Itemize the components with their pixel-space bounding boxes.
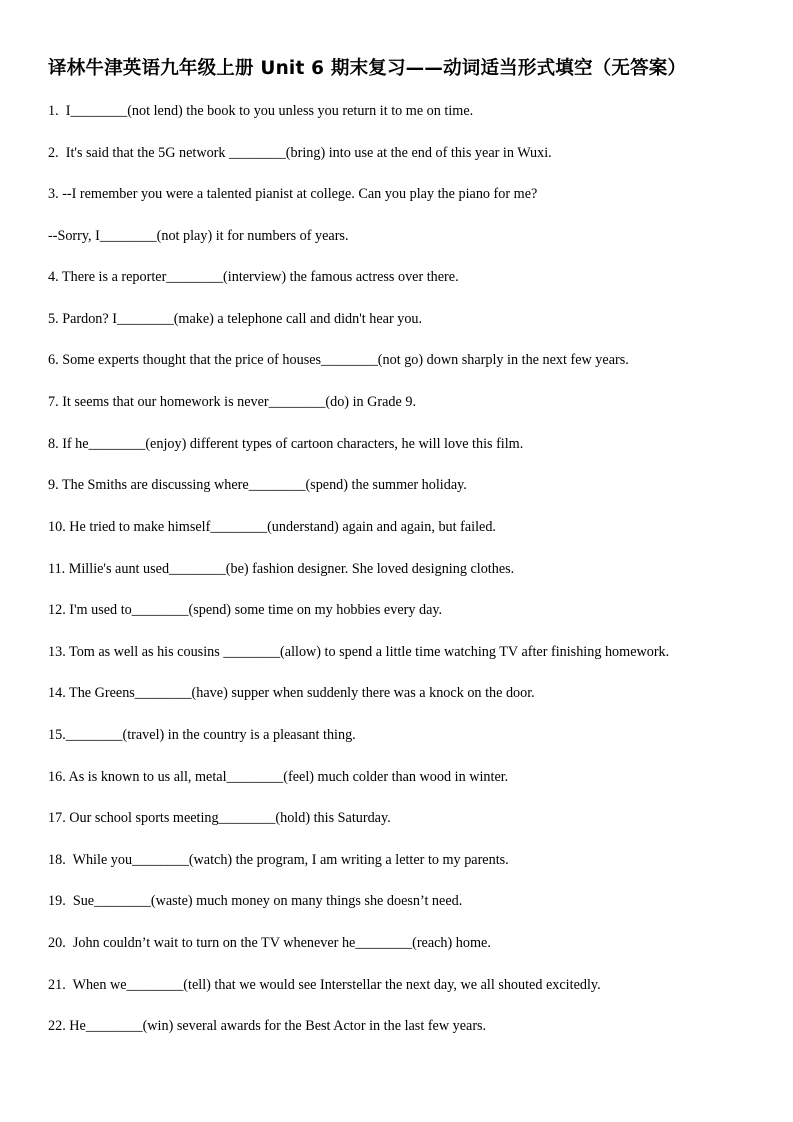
question-20: 20. John couldn’t wait to turn on the TV whenever he________(reach) home.: [48, 935, 491, 951]
question-3-reply: --Sorry, I________(not play) it for numbers of years.: [48, 228, 349, 244]
question-4: 4. There is a reporter________(interview) the famous actress over there.: [48, 269, 459, 285]
question-8: 8. If he________(enjoy) different types of cartoon characters, he will love this film.: [48, 436, 524, 452]
question-14: 14. The Greens________(have) supper when suddenly there was a knock on the door.: [48, 685, 535, 701]
question-12: 12. I'm used to________(spend) some time on my hobbies every day.: [48, 602, 443, 618]
question-15: 15.________(travel) in the country is a pleasant thing.: [48, 727, 356, 743]
question-2: 2. It's said that the 5G network ________(bring) into use at the end of this year in Wuxi.: [48, 145, 552, 161]
question-21: 21. When we________(tell) that we would see Interstellar the next day, we all shouted excitedly.: [48, 977, 601, 993]
question-11: 11. Millie's aunt used________(be) fashion designer. She loved designing clothes.: [48, 561, 515, 577]
worksheet-title: 译林牛津英语九年级上册 Unit 6 期末复习——动词适当形式填空（无答案）: [48, 58, 687, 79]
question-19: 19. Sue________(waste) much money on many things she doesn’t need.: [48, 893, 463, 909]
question-9: 9. The Smiths are discussing where________(spend) the summer holiday.: [48, 477, 467, 493]
question-13: 13. Tom as well as his cousins ________(allow) to spend a little time watching TV after finishing homework.: [48, 644, 670, 660]
question-7: 7. It seems that our homework is never________(do) in Grade 9.: [48, 394, 417, 410]
question-22: 22. He________(win) several awards for the Best Actor in the last few years.: [48, 1018, 487, 1034]
question-1: 1. I________(not lend) the book to you unless you return it to me on time.: [48, 103, 474, 119]
question-5: 5. Pardon? I________(make) a telephone call and didn't hear you.: [48, 311, 423, 327]
question-17: 17. Our school sports meeting________(hold) this Saturday.: [48, 810, 391, 826]
question-10: 10. He tried to make himself________(understand) again and again, but failed.: [48, 519, 496, 535]
question-3: 3. --I remember you were a talented pianist at college. Can you play the piano for me?: [48, 186, 538, 202]
question-16: 16. As is known to us all, metal________(feel) much colder than wood in winter.: [48, 769, 509, 785]
question-6: 6. Some experts thought that the price of houses________(not go) down sharply in the next few years.: [48, 352, 629, 368]
question-18: 18. While you________(watch) the program, I am writing a letter to my parents.: [48, 852, 509, 868]
